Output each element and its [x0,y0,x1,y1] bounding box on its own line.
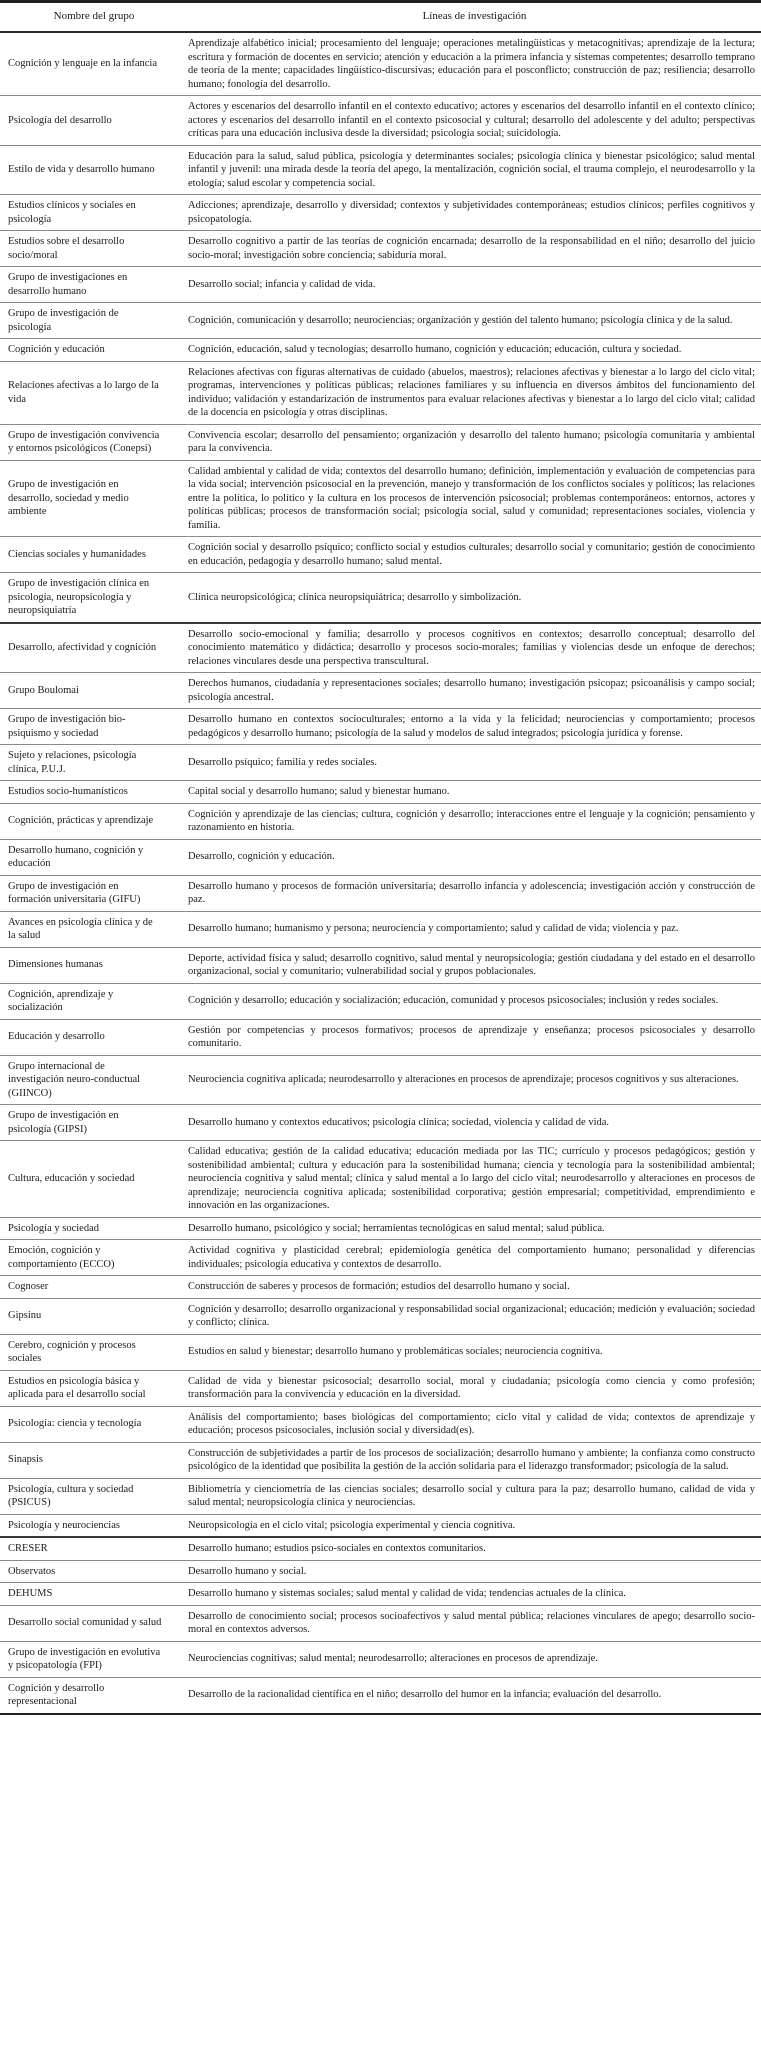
table-row [0,267,761,303]
research-lines-cell: Construcción de saberes y procesos de formación; estudios del desarrollo humano y social. [188,1276,761,1299]
table-row [0,1514,761,1537]
table-row [0,1442,761,1478]
research-lines-cell: Bibliometría y cienciometría de las ciencias sociales; desarrollo social y cultura para la paz; desarrollo humano, calidad de vida y salud mental; neuropsicología clínica y neurociencias. [188,1478,761,1514]
research-lines-cell: Deporte, actividad física y salud; desarrollo cognitivo, salud mental y neuropsicología; gestión ciudadana y del estado en el desarrollo organizacional, social y comunitario; vulnerabilidad social y grupos poblacionales. [188,947,761,983]
research-lines-cell: Relaciones afectivas con figuras alternativas de cuidado (abuelos, maestros); relaciones afectivas y bienestar a lo largo del ciclo vital; programas, intervenciones y políticas públicas; relaciones familiares y su influencia en diversos ámbitos del funcionamiento del individuo; validación y estandarización de instrumentos para evaluar relaciones afectivas y bienestar a lo largo del ciclo vital; calidad de la docencia en psicología y otras disciplinas. [188,361,761,424]
table-row [0,424,761,460]
table-row [0,1560,761,1583]
table-row [0,745,761,781]
group-name-cell: Cerebro, cognición y procesos sociales [0,1334,188,1370]
research-lines-cell: Desarrollo social; infancia y calidad de vida. [188,267,761,303]
table-row [0,1605,761,1641]
table-row [0,781,761,804]
table-row [0,1276,761,1299]
table-row [0,623,761,673]
research-lines-cell: Derechos humanos, ciudadanía y representaciones sociales; desarrollo humano; investigación psicopaz; psicoanálisis y campo social; psicología ancestral. [188,673,761,709]
research-lines-cell: Clínica neuropsicológica; clínica neuropsiquiátrica; desarrollo y simbolización. [188,573,761,623]
research-lines-cell: Desarrollo psíquico; familia y redes sociales. [188,745,761,781]
table-row [0,1370,761,1406]
group-name-cell: Psicología, cultura y sociedad (PSICUS) [0,1478,188,1514]
research-lines-cell: Cognición y desarrollo; desarrollo organizacional y responsabilidad social organizacional; educación; medición y evaluación; sociedad y conflicto; clínica. [188,1298,761,1334]
group-name-cell: Grupo de investigación en evolutiva y psicopatología (FPI) [0,1641,188,1677]
research-lines-cell: Desarrollo de la racionalidad científica en el niño; desarrollo del humor en la infancia; evaluación del desarrollo. [188,1677,761,1714]
group-name-cell: Grupo de investigación en psicología (GIPSI) [0,1105,188,1141]
group-name-cell: Grupo de investigaciones en desarrollo humano [0,267,188,303]
table-row [0,839,761,875]
research-lines-cell: Desarrollo humano, psicológico y social; herramientas tecnológicas en salud mental; salud pública. [188,1217,761,1240]
research-lines-cell: Estudios en salud y bienestar; desarrollo humano y problemáticas sociales; neurociencia cognitiva. [188,1334,761,1370]
table-row [0,803,761,839]
group-name-cell: Dimensiones humanas [0,947,188,983]
research-lines-cell: Calidad educativa; gestión de la calidad educativa; educación mediada por las TIC; currículo y procesos pedagógicos; gestión y sostenibilidad ambiental; cultura y educación para la sostenibilidad humana; ciencia y tecnología para la sostenibilidad ambiental; neurociencia cognitiva y salud mental; clínica y salud mental a lo largo del ciclo vital; neurodesarrollo y alteraciones en procesos de aprendizaje; neurociencia cognitiva aplicada; sostenibilidad corporativa; gestión empresarial; competitividad, emprendimiento e innovación en las organizaciones. [188,1141,761,1218]
table-row [0,195,761,231]
table-row [0,460,761,537]
table-row [0,1298,761,1334]
research-lines-cell: Cognición y desarrollo; educación y socialización; educación, comunidad y procesos psicosociales; inclusión y redes sociales. [188,983,761,1019]
table-row [0,1055,761,1105]
table-row [0,573,761,623]
research-lines-cell: Actividad cognitiva y plasticidad cerebral; epidemiología genética del comportamiento humano; personalidad y diferencias individuales; psicología educativa y contextos de desarrollo. [188,1240,761,1276]
research-lines-cell: Desarrollo cognitivo a partir de las teorías de cognición encarnada; desarrollo de la responsabilidad en el niño; desarrollo del juicio socio-moral; investigación sobre conciencia; sabiduría moral. [188,231,761,267]
research-lines-cell: Aprendizaje alfabético inicial; procesamiento del lenguaje; operaciones metalingüísticas y metacognitivas; aprendizaje de la lectura; escritura y formación de docentes en servicio; atención y educación a la primera infancia y sistemas competentes; desarrollo temprano de teoría de la mente; capacidades lingüístico-discursivas; educación para el posconflicto; construcción de paz; resiliencia; desarrollo humano; fonología del desarrollo. [188,38,755,90]
research-lines-cell: Cognición, educación, salud y tecnologías; desarrollo humano, cognición y educación; educación, cultura y sociedad. [188,339,761,362]
research-lines-cell: Desarrollo humano y social. [188,1560,761,1583]
research-lines-cell: Desarrollo humano; estudios psico-sociales en contextos comunitarios. [188,1537,761,1560]
group-name-cell: Grupo de investigación en formación universitaria (GIFU) [0,875,188,911]
group-name-cell: Grupo de investigación en desarrollo, sociedad y medio ambiente [0,460,188,537]
group-name-cell: Estudios socio-humanísticos [0,781,188,804]
table-row [0,1334,761,1370]
table-row [0,709,761,745]
group-name-cell: DEHUMS [0,1583,188,1606]
group-name-cell: Educación y desarrollo [0,1019,188,1055]
table-row [0,1019,761,1055]
group-name-cell: Cognición y desarrollo representacional [0,1677,188,1714]
group-name-cell: Desarrollo, afectividad y cognición [0,623,188,673]
group-name-cell: Grupo Boulomai [0,673,188,709]
table-row [0,1141,761,1218]
research-lines-cell: Gestión por competencias y procesos formativos; procesos de aprendizaje y enseñanza; procesos psicosociales y desarrollo comunitario. [188,1019,761,1055]
table-row [0,1537,761,1560]
group-name-cell: Grupo de investigación convivencia y entornos psicológicos (Conepsi) [0,424,188,460]
table-row [0,673,761,709]
group-name-cell: Grupo de investigación bio-psiquismo y sociedad [0,709,188,745]
research-lines-cell: Cognición social y desarrollo psíquico; conflicto social y estudios culturales; desarrollo social y comunitario; gestión de conocimiento en educación, pedagogía y desarrollo humano; salud mental. [188,537,761,573]
table-row [0,537,761,573]
table-row [0,983,761,1019]
group-name-cell: Estudios en psicología básica y aplicada para el desarrollo social [0,1370,188,1406]
table-row [0,1478,761,1514]
group-name-cell: Sujeto y relaciones, psicología clínica, P.U.J. [0,745,188,781]
research-lines-cell: Neurociencias cognitivas; salud mental; neurodesarrollo; alteraciones en procesos de aprendizaje. [188,1641,761,1677]
group-name-cell: Cognición, aprendizaje y socialización [0,983,188,1019]
research-lines-cell: Adicciones; aprendizaje, desarrollo y diversidad; contextos y subjetividades contemporáneas; estudios clínicos; perfiles cognitivos y psicopatología. [188,195,761,231]
research-lines-cell: Cognición y aprendizaje de las ciencias; cultura, cognición y desarrollo; interacciones entre el lenguaje y la cognición; pensamiento y razonamiento en historia. [188,803,761,839]
group-name-cell: Gipsinu [0,1298,188,1334]
table-row [0,339,761,362]
table-row [0,1240,761,1276]
table-row [0,875,761,911]
group-name-cell: Estudios sobre el desarrollo socio/moral [0,231,188,267]
group-name-cell: Grupo de investigación clínica en psicología, neuropsicología y neuropsiquiatría [0,573,188,623]
group-name-cell: Cognoser [0,1276,188,1299]
group-name-cell: Grupo de investigación de psicología [0,303,188,339]
research-lines-cell: Desarrollo humano; humanismo y persona; neurociencia y comportamiento; salud y calidad de vida; violencia y paz. [188,911,761,947]
group-name-cell: Psicología: ciencia y tecnología [0,1406,188,1442]
table-row [0,361,761,424]
group-name-cell: Grupo internacional de investigación neuro-conductual (GIINCO) [0,1055,188,1105]
group-name-cell: Avances en psicología clínica y de la salud [0,911,188,947]
table-row [0,1105,761,1141]
table-row [0,1677,761,1714]
group-name-cell: CRESER [0,1537,188,1560]
group-name-cell: Observatos [0,1560,188,1583]
research-lines-cell: Neuropsicología en el ciclo vital; psicología experimental y ciencia cognitiva. [188,1514,761,1537]
table-header-row [0,2,761,33]
table-row [0,1406,761,1442]
group-name-cell: Estilo de vida y desarrollo humano [0,145,188,195]
research-lines-cell: Desarrollo de conocimiento social; procesos socioafectivos y salud mental pública; relaciones vinculares de apego; desarrollo socio-moral en contextos adversos. [188,1605,761,1641]
research-lines-cell: Desarrollo humano en contextos socioculturales; entorno a la vida y la felicidad; neurociencias y comportamiento; procesos pedagógicos y desarrollo humano; psicología de la salud y modelos de salud integrados; psicología jurídica y forense. [188,709,761,745]
research-lines-cell: Neurociencia cognitiva aplicada; neurodesarrollo y alteraciones en procesos de aprendizaje; procesos cognitivos y sus alteraciones. [188,1055,761,1105]
group-name-cell: Relaciones afectivas a lo largo de la vida [0,361,188,424]
research-lines-cell: Capital social y desarrollo humano; salud y bienestar humano. [188,781,761,804]
research-lines-cell: Actores y escenarios del desarrollo infantil en el contexto educativo; actores y escenarios del desarrollo infantil en el contexto clínico; actores y escenarios del desarrollo infantil en el contexto psicosocial y cultural; desarrollo del adolescente y del adulto; perspectivas críticas para una educación inclusiva desde la diversidad; psicología social; suicidología. [188,96,761,146]
column-header-group-name: Nombre del grupo [0,2,188,33]
table-row [0,32,761,96]
table-row [0,145,761,195]
research-lines-cell: Desarrollo humano y sistemas sociales; salud mental y calidad de vida; tendencias actuales de la clínica. [188,1583,761,1606]
table-row [0,303,761,339]
group-name-cell: Desarrollo social comunidad y salud [0,1605,188,1641]
table-row [0,1217,761,1240]
group-name-cell: Estudios clínicos y sociales en psicología [0,195,188,231]
table-row [0,96,761,146]
research-lines-cell: Desarrollo, cognición y educación. [188,839,761,875]
research-lines-cell: Cognición, comunicación y desarrollo; neurociencias; organización y gestión del talento humano; psicología clínica y de la salud. [188,303,761,339]
group-name-cell: Psicología y sociedad [0,1217,188,1240]
group-name-cell: Cognición y educación [0,339,188,362]
table-row [0,947,761,983]
group-name-cell: Cognición y lenguaje en la infancia [8,58,157,70]
group-name-cell: Sinapsis [0,1442,188,1478]
table-row [0,1583,761,1606]
group-name-cell: Psicología y neurociencias [0,1514,188,1537]
group-name-cell: Ciencias sociales y humanidades [0,537,188,573]
research-lines-cell: Calidad de vida y bienestar psicosocial; desarrollo social, moral y ciudadanía; psicología como ciencia y como profesión; transformación para la convivencia y educación en la diversidad. [188,1370,761,1406]
group-name-cell: Cultura, educación y sociedad [0,1141,188,1218]
table-row [0,231,761,267]
group-name-cell: Desarrollo humano, cognición y educación [0,839,188,875]
table-row [0,911,761,947]
column-header-research-lines: Líneas de investigación [188,2,761,33]
research-lines-cell: Análisis del comportamiento; bases biológicas del comportamiento; ciclo vital y calidad de vida; contextos de aprendizaje y educación; procesos psicosociales, inclusión social y diversidad(es). [188,1406,761,1442]
table-row [0,1641,761,1677]
group-name-cell: Emoción, cognición y comportamiento (ECCO) [0,1240,188,1276]
research-lines-cell: Convivencia escolar; desarrollo del pensamiento; organización y desarrollo del talento humano; psicología comunitaria y ambiental para la convivencia. [188,424,761,460]
group-name-cell: Cognición, prácticas y aprendizaje [0,803,188,839]
research-lines-cell: Construcción de subjetividades a partir de los procesos de socialización; desarrollo humano y ambiente; la confianza como constructo psicológico de la identidad que posibilita la gestión de la acción solidaria para el liderazgo transformador; psicología de la salud. [188,1442,761,1478]
research-lines-cell: Desarrollo socio-emocional y familia; desarrollo y procesos cognitivos en contextos; desarrollo conceptual; desarrollo del conocimiento matemático y didáctica; desarrollo y procesos socio-morales; familias y violencias desde un enfoque de derechos; relaciones vinculares desde una perspectiva transcultural. [188,623,761,673]
research-lines-cell: Desarrollo humano y contextos educativos; psicología clínica; sociedad, violencia y calidad de vida. [188,1105,761,1141]
research-lines-cell: Desarrollo humano y procesos de formación universitaria; desarrollo infancia y adolescencia; investigación acción y construcción de paz. [188,875,761,911]
group-name-cell: Psicología del desarrollo [0,96,188,146]
research-lines-cell: Calidad ambiental y calidad de vida; contextos del desarrollo humano; definición, implementación y evaluación de competencias para la vida social; intervención psicosocial en la prevención, manejo y transformación de los conflictos sociales y políticos; las relaciones entre la política, lo político y la cultura en los procesos de intervención psicosocial; problemas contemporáneos: entornos, actores y políticas públicas; procesos de transformación social; psicología social, salud y comunidad; representaciones sociales, violencia y familia. [188,460,761,537]
research-lines-cell: Educación para la salud, salud pública, psicología y determinantes sociales; psicología clínica y bienestar psicológico; salud mental infantil y juvenil: una mirada desde la teoría del apego, la mentalización, cognición social, el trauma complejo, el neurodesarrollo y la etología; salud escolar y competencia social. [188,145,761,195]
table-body [0,32,761,1714]
